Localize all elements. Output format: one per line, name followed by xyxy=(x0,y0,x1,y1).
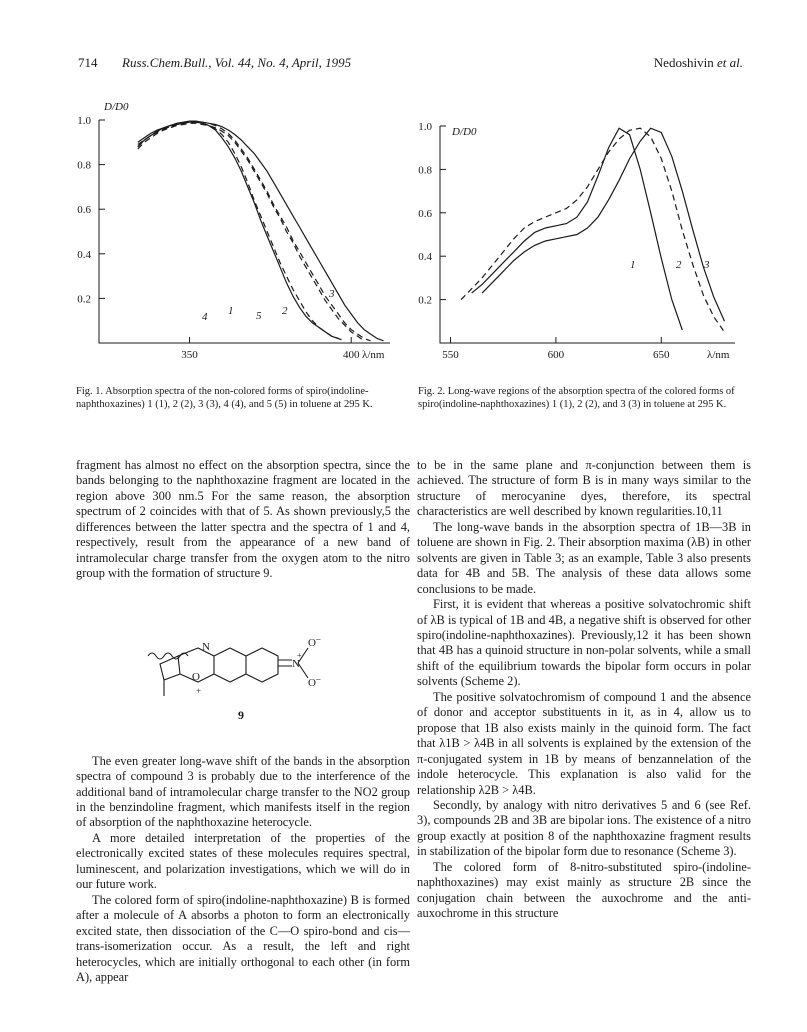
y-tick-label: 0.4 xyxy=(77,248,91,261)
x-tick-label: 600 xyxy=(547,349,565,361)
paragraph: fragment has almost no effect on the absorption spectra, since the bands belonging to the naphthoxazine fragment are located in the region above 300 nm.5 For the same reason, the absorption spectrum of 2 coincides with that of 5. As shown previously,5 the differences between the latter spectra and the spectra of 1 and 4, respectively, result from the appearance of a new band of intramolecular charge transfer from the oxygen atom to the nitro group with the formation of structure 9. xyxy=(76,458,410,581)
body-column-right xyxy=(417,458,751,922)
paragraph: A more detailed interpretation of the properties of the electronically excited states of these molecules requires spectral, luminescent, and polarization investigations, which we will do in our future work. xyxy=(76,830,410,892)
benzo-ring-2 xyxy=(246,648,278,682)
atom-label: N xyxy=(292,658,300,670)
x-tick-label: 550 xyxy=(442,349,459,361)
atom-label: O xyxy=(308,677,316,689)
x-tick-label: 350 xyxy=(181,349,198,361)
charge-label: + xyxy=(297,651,302,660)
series-line-2 xyxy=(461,128,724,332)
atom-label: O xyxy=(308,637,316,649)
y-tick-label: 1.0 xyxy=(77,115,91,127)
benzo-ring-1 xyxy=(214,648,246,682)
double-bond xyxy=(278,660,292,666)
x-axis-label: λ/nm xyxy=(707,349,730,361)
series-line-3 xyxy=(482,128,724,321)
paragraph: to be in the same plane and π-conjunction between them is achieved. The structure of form B is in many ways similar to the structure of merocyanine dyes, therefore, its spectral characteristics are well described by known regularities.10,11 xyxy=(417,458,751,519)
page-number: 714 xyxy=(78,55,98,70)
y-tick-label: 0.8 xyxy=(418,164,432,177)
indoline-ring xyxy=(160,656,180,680)
charge-label: – xyxy=(316,634,321,644)
paragraph: The long-wave bands in the absorption spectra of 1B—3B in toluene are shown in Fig. 2. Their absorption maxima (λB) in other solvents are given in Table 3; as an example, Table 3 also presents data for 4B and 5B. The analysis of these data allows some conclusions to be made. xyxy=(417,519,751,596)
paragraph: Secondly, by analogy with nitro derivatives 5 and 6 (see Ref. 3), compounds 2B and 3B are bipolar ions. The existence of a nitro group exactly at position 8 of the naphthoxazine fragment results in stabilization of the bipolar form due to resonance (Scheme 3). xyxy=(417,797,751,859)
paragraph: The positive solvatochromism of compound 1 and the absence of donor and acceptor substituents in it, as in 4, allow us to propose that 1B also exists mainly in the quinoid form. The fact that λ1B > λ4B in all solvents is explained by the extension of the π-conjugated system in 1B by means of benzannelation of the indole heterocycle. This explanation is also valid for the relationship λ2B > λ4B. xyxy=(417,689,751,797)
y-axis-label: D/D0 xyxy=(104,101,129,113)
y-tick-label: 1.0 xyxy=(418,121,432,133)
series-line-1 xyxy=(472,128,683,330)
charge-label: – xyxy=(316,674,321,684)
author-suffix: et al. xyxy=(717,55,743,70)
figure-2-caption: Fig. 2. Long-wave regions of the absorption spectra of the colored forms of spiro(indoline-naphthoxazines) 1 (1), 2 (2), and 3 (3) in toluene at 295 K. xyxy=(418,386,735,410)
paragraph: The even greater long-wave shift of the bands in the absorption spectra of compound 3 is probably due to the interference of the additional band of intramolecular charge transfer to the NO2 group in the benzindoline fragment, which manifests itself in the region of absorption of the naphthoxazine heterocycle. xyxy=(76,753,410,830)
x-tick-label: 400 xyxy=(342,349,360,361)
author-name: Nedoshivin xyxy=(653,55,714,70)
series-label-1: 1 xyxy=(228,305,234,317)
paragraph: The colored form of spiro(indoline-naphthoxazine) B is formed after a molecule of A absorbs a photon to form an electronically excited state, then dissociation of the C—O spiro-bond and cis—trans-isomerization occur. As a result, the left and right heterocycles, which are initially orthogonal to each other (in form A), appear xyxy=(76,892,410,984)
charge-label: + xyxy=(196,686,202,696)
journal-citation: Russ.Chem.Bull., Vol. 44, No. 4, April, 1995 xyxy=(122,55,352,70)
y-tick-label: 0.2 xyxy=(77,293,91,306)
y-tick-label: 0.2 xyxy=(418,294,432,307)
series-label-3: 3 xyxy=(329,288,335,300)
atom-label: N xyxy=(202,641,210,653)
series-label-3: 3 xyxy=(704,259,710,271)
figure-2-chart xyxy=(0,0,807,400)
y-tick-label: 0.8 xyxy=(77,159,91,172)
y-tick-label: 0.6 xyxy=(77,204,91,217)
structure-9-diagram xyxy=(140,630,340,705)
x-axis-label: λ/nm xyxy=(362,349,385,361)
structure-label: 9 xyxy=(238,708,244,722)
y-tick-label: 0.6 xyxy=(418,207,432,220)
series-label-2: 2 xyxy=(282,305,288,317)
paragraph: First, it is evident that whereas a positive solvatochromic shift of λB is typical of 1B and 4B, a negative shift is observed for other spiro(indoline-naphthoxazines). Previously,12 it has been shown that 4B has a quinoid structure in non-polar solvents, while a small shift of the equilibrium towards the bipolar form occurs in polar solvents (Scheme 2). xyxy=(417,597,751,689)
y-tick-label: 0.4 xyxy=(418,251,432,264)
figure-1-caption: Fig. 1. Absorption spectra of the non-colored forms of spiro(indoline-naphthoxazines) 1 (1), 2 (2), 3 (3), 4 (4), and 5 (5) in toluene at 295 K. xyxy=(76,386,373,410)
axis-line xyxy=(440,126,735,343)
atom-label: O xyxy=(192,671,200,683)
series-label-5: 5 xyxy=(256,310,262,322)
series-label-2: 2 xyxy=(676,259,682,271)
series-label-1: 1 xyxy=(630,259,636,271)
y-axis-label: D/D0 xyxy=(452,126,477,138)
x-tick-label: 650 xyxy=(653,349,670,361)
paragraph: The colored form of 8-nitro-substituted spiro-(indoline-naphthoxazines) may exist mainly as structure 2B since the conjugation chain between the auxochrome and the anti-auxochrome in this structure xyxy=(417,859,751,921)
series-label-4: 4 xyxy=(202,311,208,323)
